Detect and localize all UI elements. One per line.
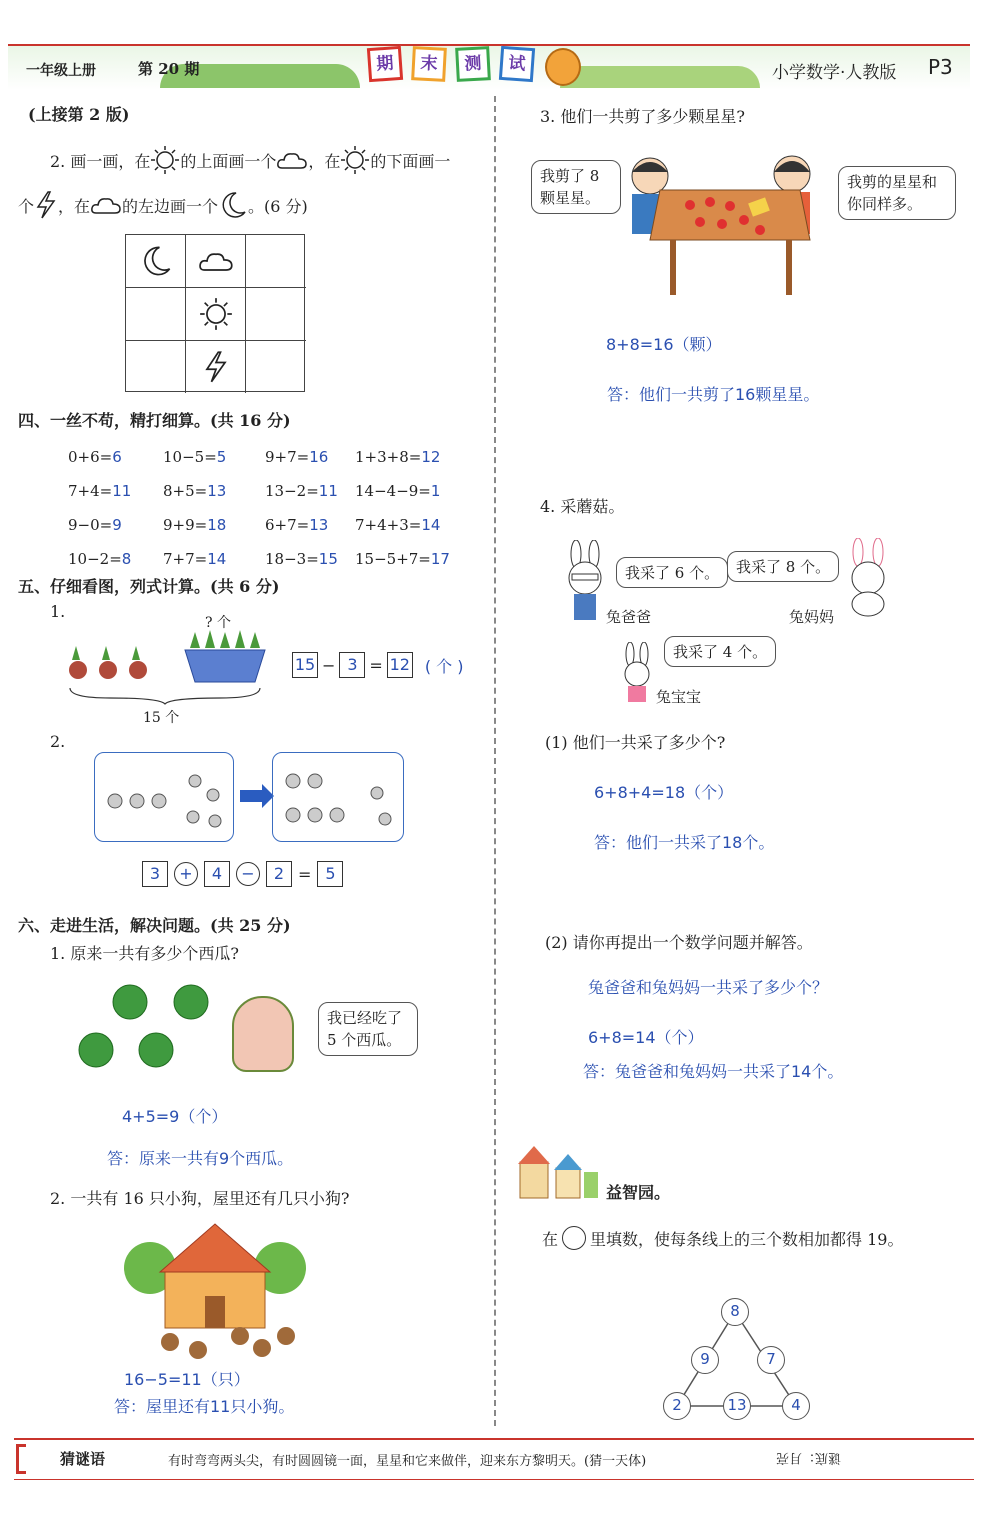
grid-cell <box>126 288 186 341</box>
footer-answer-flipped: 谜底：月亮 <box>776 1450 842 1465</box>
banner-tile-3: 测 <box>455 46 491 82</box>
sun-icon <box>340 145 370 175</box>
answer-box: 15 <box>292 652 318 678</box>
q2-text-c: ，在 <box>308 151 341 171</box>
girl-speech-bubble: 我剪的星星和你同样多。 <box>838 166 956 220</box>
dad-speech-bubble: 我采了 6 个。 <box>616 557 728 588</box>
section4-title: 四、一丝不苟，精打细算。(共 16 分) <box>18 411 291 430</box>
drawing-grid <box>125 234 305 392</box>
unit-label: ( 个 ) <box>424 656 464 676</box>
radish-icons <box>60 620 270 710</box>
triangle-node-bottom-left: 2 <box>663 1392 691 1420</box>
grid-cell <box>186 341 246 393</box>
footer-label: 猜谜语 <box>60 1450 106 1468</box>
grid-cell <box>126 235 186 288</box>
p4-calc1: 6+8+4=18（个） <box>594 783 734 802</box>
s6-p1-calc: 4+5=9（个） <box>122 1107 228 1126</box>
operator: = <box>298 864 312 884</box>
watermelon-illustration <box>76 980 226 1072</box>
p3-calc: 8+8=16（颗） <box>606 335 722 354</box>
pig-speech-bubble: 我已经吃了5 个西瓜。 <box>318 1002 418 1056</box>
s6-p1-answer: 答：原来一共有9个西瓜。 <box>107 1149 294 1168</box>
q2-text-f: ，在 <box>58 196 91 216</box>
answer-box: 2 <box>266 861 292 887</box>
triangle-node-top: 8 <box>721 1298 749 1326</box>
q2-text-h: 。(6 分) <box>248 196 308 216</box>
continued-note: (上接第 2 版) <box>28 105 130 124</box>
calc-row <box>68 508 468 542</box>
triangle-node-bottom-mid: 13 <box>723 1392 751 1420</box>
p3-question: 3. 他们一共剪了多少颗星星? <box>540 107 745 126</box>
rabbit-icons <box>273 753 405 843</box>
column-divider <box>494 96 496 1426</box>
banner-tile-1: 期 <box>367 46 403 82</box>
operator: = <box>369 655 383 675</box>
calc-item: 6+7=13 <box>265 516 329 534</box>
label-dad: 兔爸爸 <box>606 608 652 626</box>
puzzle-q-prefix: 在 <box>542 1229 559 1249</box>
puzzle-title: 益智园。 <box>606 1183 671 1202</box>
castle-icon-svg <box>510 1142 604 1200</box>
p3-answer: 答：他们一共剪了16颗星星。 <box>607 385 820 404</box>
grid-cell <box>246 288 306 341</box>
rabbit-icons <box>95 753 235 843</box>
star-table-illustration <box>610 150 840 300</box>
s5-p2-num: 2. <box>50 732 66 751</box>
calc-item: 9+7=16 <box>265 448 329 466</box>
q2-text-a: 2. 画一画，在 <box>50 151 151 171</box>
answer-box: 12 <box>387 652 413 678</box>
s6-p2-question: 2. 一共有 16 只小狗，屋里还有几只小狗? <box>50 1189 350 1208</box>
grid-cell <box>246 235 306 288</box>
boy-speech-bubble: 我剪了 8颗星星。 <box>531 160 621 214</box>
s5-p2-equation <box>142 861 343 887</box>
calc-row <box>68 542 468 576</box>
number-triangle <box>660 1296 810 1424</box>
operator-circle: + <box>174 862 198 886</box>
answer-box: 4 <box>204 861 230 887</box>
s5-p1-equation <box>292 652 463 678</box>
s5-p1-num: 1. <box>50 602 66 621</box>
footer-riddle: 有时弯弯两头尖，有时圆圆镜一面，星星和它来做伴，迎来东方黎明天。(猜一天体) <box>168 1454 647 1469</box>
lightning-icon <box>202 350 230 384</box>
s6-p2-calc: 16−5=11（只） <box>124 1370 250 1389</box>
cloud-icon <box>198 247 234 275</box>
moon-icon <box>139 244 173 278</box>
banner-tile-2: 末 <box>411 46 447 82</box>
triangle-node-right-mid: 7 <box>757 1346 785 1374</box>
house-illustration <box>120 1218 310 1364</box>
p4-answer2: 答：兔爸爸和兔妈妈一共采了14个。 <box>583 1062 844 1081</box>
header-green-hills-right <box>560 66 760 88</box>
grid-cell <box>186 235 246 288</box>
calc-item: 14−4−9=1 <box>355 482 441 500</box>
calc-item: 7+4+3=14 <box>355 516 441 534</box>
q2-text-d: 的下面画一 <box>370 151 451 171</box>
answer-box: 3 <box>142 861 168 887</box>
calc-item: 10−5=5 <box>163 448 227 466</box>
answer-box: 3 <box>339 652 365 678</box>
house-icon <box>120 1218 310 1364</box>
q2-line1 <box>50 145 450 175</box>
s6-p2-answer: 答：屋里还有11只小狗。 <box>114 1397 295 1416</box>
pig-character-icon <box>232 996 294 1072</box>
section6-title: 六、走进生活，解决问题。(共 25 分) <box>18 916 291 935</box>
rabbit-baby-icon <box>618 642 656 704</box>
calc-item: 8+5=13 <box>163 482 227 500</box>
header-subject: 小学数学·人教版 <box>772 63 897 83</box>
rabbit-panel-before <box>94 752 234 842</box>
puzzle-instruction <box>542 1226 903 1250</box>
grid-cell <box>246 341 306 393</box>
answer-box: 5 <box>317 861 343 887</box>
calc-item: 9+9=18 <box>163 516 227 534</box>
s5-q-label: ? 个 <box>205 615 231 631</box>
rabbit-mom-icon-svg <box>843 538 893 618</box>
kids-cutting-stars-icon <box>610 150 840 300</box>
header-page: P3 <box>928 55 953 79</box>
label-baby: 兔宝宝 <box>656 688 702 706</box>
lightning-icon <box>34 190 58 220</box>
header-grade: 一年级上册 <box>26 63 96 79</box>
mom-speech-bubble: 我采了 8 个。 <box>727 551 839 582</box>
calc-item: 13−2=11 <box>265 482 338 500</box>
sun-icon <box>150 145 180 175</box>
p4-calc2: 6+8=14（个） <box>588 1028 704 1047</box>
footer-bracket-icon <box>16 1444 26 1474</box>
puzzle-q-suffix: 里填数，使每条线上的三个数相加都得 19。 <box>590 1229 904 1249</box>
baby-speech-bubble: 我采了 4 个。 <box>664 636 776 667</box>
calc-row <box>68 440 468 474</box>
q2-text-b: 的上面画一个 <box>180 151 277 171</box>
cloud-icon <box>276 148 308 172</box>
q2-line2 <box>18 190 308 220</box>
rabbit-dad-icon <box>562 540 608 626</box>
sun-icon <box>199 297 233 331</box>
triangle-node-left-mid: 9 <box>691 1346 719 1374</box>
operator-circle: − <box>236 862 260 886</box>
p4-sub1: (1) 他们一共采了多少个? <box>545 733 726 752</box>
calc-item: 15−5+7=17 <box>355 550 450 568</box>
calc-item: 7+7=14 <box>163 550 227 568</box>
p4-sub2: (2) 请你再提出一个数学问题并解答。 <box>545 933 813 952</box>
header-issue: 第 20 期 <box>138 60 200 78</box>
header-banner <box>368 47 534 81</box>
calc-item: 7+4=11 <box>68 482 132 500</box>
label-mom: 兔妈妈 <box>789 608 835 626</box>
calc-item: 1+3+8=12 <box>355 448 441 466</box>
radish-illustration <box>60 620 270 710</box>
p4-ask2: 兔爸爸和兔妈妈一共采了多少个？ <box>588 978 829 997</box>
p4-question: 4. 采蘑菇。 <box>540 497 625 516</box>
calc-table <box>68 440 468 576</box>
tiger-mascot-icon <box>545 48 581 86</box>
watermelon-icons <box>76 980 226 1072</box>
rabbit-mom-icon <box>843 538 893 618</box>
moon-icon <box>218 190 248 220</box>
castle-icon <box>510 1142 604 1200</box>
p4-answer1: 答：他们一共采了18个。 <box>594 833 775 852</box>
rabbit-dad-icon-svg <box>562 540 608 626</box>
s6-p1-question: 1. 原来一共有多少个西瓜? <box>50 944 239 963</box>
rabbit-panel-after <box>272 752 404 842</box>
section5-title: 五、仔细看图，列式计算。(共 6 分) <box>18 577 280 596</box>
q2-text-g: 的左边画一个 <box>122 196 219 216</box>
rabbit-baby-icon-svg <box>618 642 656 704</box>
empty-circle-icon <box>562 1226 586 1250</box>
grid-cell <box>186 288 246 341</box>
banner-tile-4: 试 <box>499 46 535 82</box>
s5-total-label: 15 个 <box>143 710 180 726</box>
cloud-icon <box>90 193 122 217</box>
calc-item: 10−2=8 <box>68 550 132 568</box>
calc-row <box>68 474 468 508</box>
q2-text-e: 个 <box>18 196 35 216</box>
calc-item: 9−0=9 <box>68 516 122 534</box>
grid-cell <box>126 341 186 393</box>
triangle-node-bottom-right: 4 <box>782 1392 810 1420</box>
calc-item: 0+6=6 <box>68 448 122 466</box>
operator: − <box>322 655 336 675</box>
calc-item: 18−3=15 <box>265 550 338 568</box>
